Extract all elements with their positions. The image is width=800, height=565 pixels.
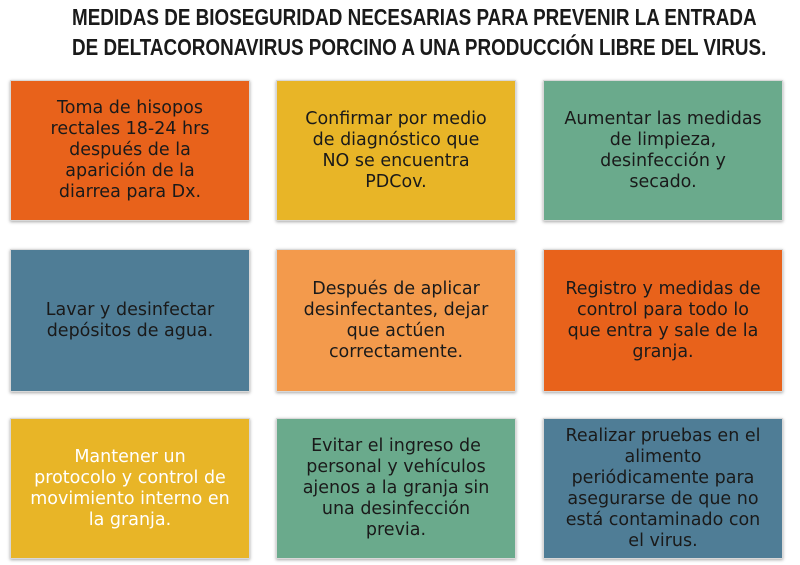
card-aumentar-limpieza	[543, 80, 783, 221]
card-pruebas-alimento	[543, 418, 783, 559]
card-text: Lavar y desinfectar depósitos de agua.	[45, 299, 215, 341]
card-protocolo-movimiento	[10, 418, 250, 559]
card-evitar-ingreso	[276, 418, 516, 559]
page-title	[72, 2, 767, 62]
card-text: Registro y medidas de control para todo lo que entra y sale de la granja.	[565, 278, 761, 362]
card-lavar-depositos	[10, 249, 250, 392]
card-text: Aumentar las medidas de limpieza, desinfección y secado.	[564, 108, 762, 192]
card-registro-control	[543, 249, 783, 392]
card-text: Realizar pruebas en el alimento periódicamente para asegurarse de que no está contaminado con el virus.	[565, 425, 761, 551]
title-line-1: MEDIDAS DE BIOSEGURIDAD NECESARIAS PARA PREVENIR LA ENTRADA	[72, 4, 757, 30]
card-text: Mantener un protocolo y control de movimiento interno en la granja.	[30, 446, 230, 530]
card-text: Evitar el ingreso de personal y vehículos ajenos a la granja sin una desinfección previa.	[302, 436, 490, 540]
card-text: Confirmar por medio de diagnóstico que NO se encuentra PDCov.	[305, 108, 487, 192]
card-hisopos	[10, 80, 250, 221]
card-text: Después de aplicar desinfectantes, dejar que actúen correctamente.	[303, 278, 489, 362]
card-desinfectantes	[276, 249, 516, 392]
card-confirmar-diagnostico	[276, 80, 516, 221]
title-line-2: DE DELTACORONAVIRUS PORCINO A UNA PRODUCCIÓN LIBRE DEL VIRUS.	[72, 34, 767, 60]
card-text: Toma de hisopos rectales 18-24 hrs después de la aparición de la diarrea para Dx.	[50, 98, 210, 202]
